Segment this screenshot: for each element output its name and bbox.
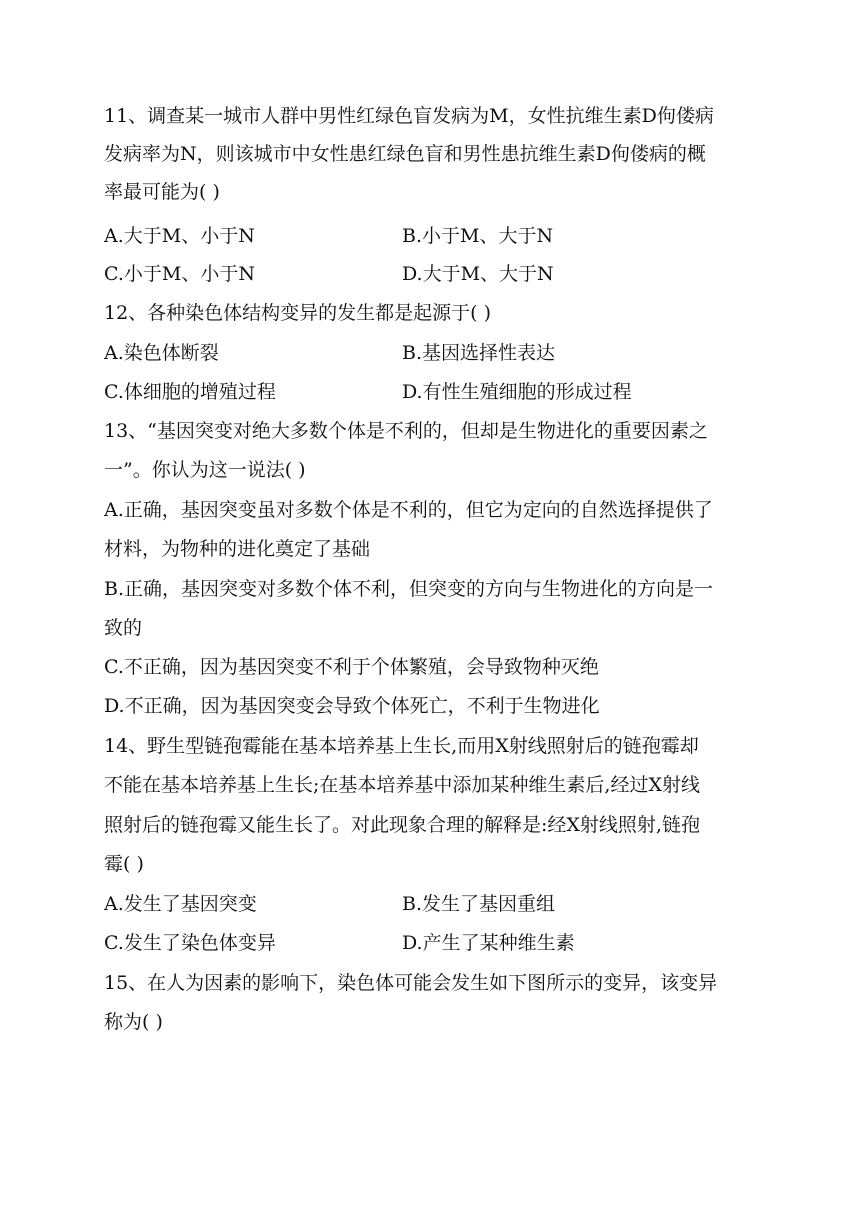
q14-stem-line-3: 照射后的链孢霉又能生长了。对此现象合理的解释是:经X射线照射,链孢: [104, 814, 700, 836]
q11-stem-line-1: 11、调查某一城市人群中男性红绿色盲发病为M，女性抗维生素D佝偻病: [104, 105, 714, 127]
q13-option-b-line-1: B.正确，基因突变对多数个体不利，但突变的方向与生物进化的方向是一: [104, 578, 714, 600]
q12-option-a: A.染色体断裂: [104, 342, 219, 364]
q13-stem-line-1: 13、“基因突变对绝大多数个体是不利的，但却是生物进化的重要因素之: [104, 420, 708, 442]
q11-option-c: C.小于M、小于N: [104, 263, 255, 285]
q11-stem-line-2: 发病率为N，则该城市中女性患红绿色盲和男性患抗维生素D佝偻病的概: [104, 143, 706, 165]
q14-stem-line-1: 14、野生型链孢霉能在基本培养基上生长,而用X射线照射后的链孢霉却: [104, 735, 699, 757]
q13-option-c: C.不正确，因为基因突变不利于个体繁殖，会导致物种灭绝: [104, 656, 599, 678]
q14-option-b: B.发生了基因重组: [402, 893, 556, 915]
q15-stem-line-1: 15、在人为因素的影响下，染色体可能会发生如下图所示的变异，该变异: [104, 972, 718, 994]
q12-stem-line-1: 12、各种染色体结构变异的发生都是起源于( ): [104, 302, 492, 324]
q11-option-a: A.大于M、小于N: [104, 225, 255, 247]
q11-option-d: D.大于M、大于N: [402, 263, 554, 285]
q13-stem-line-2: 一”。你认为这一说法( ): [104, 459, 306, 481]
q13-option-b-line-2: 致的: [104, 617, 143, 639]
q14-option-d: D.产生了某种维生素: [402, 932, 575, 954]
q14-option-a: A.发生了基因突变: [104, 893, 257, 915]
q13-option-a-line-2: 材料，为物种的进化奠定了基础: [104, 538, 371, 560]
q11-option-b: B.小于M、大于N: [402, 225, 554, 247]
q11-stem-line-3: 率最可能为( ): [104, 181, 220, 203]
q14-stem-line-2: 不能在基本培养基上生长;在基本培养基中添加某种维生素后,经过X射线: [104, 774, 700, 796]
q12-option-c: C.体细胞的增殖过程: [104, 381, 276, 403]
q12-option-d: D.有性生殖细胞的形成过程: [402, 381, 632, 403]
q12-option-b: B.基因选择性表达: [402, 342, 556, 364]
q14-stem-line-4: 霉( ): [104, 853, 144, 875]
q13-option-a-line-1: A.正确，基因突变虽对多数个体是不利的，但它为定向的自然选择提供了: [104, 499, 713, 521]
q14-option-c: C.发生了染色体变异: [104, 932, 276, 954]
q13-option-d: D.不正确，因为基因突变会导致个体死亡，不利于生物进化: [104, 695, 600, 717]
q15-stem-line-2: 称为( ): [104, 1011, 163, 1033]
